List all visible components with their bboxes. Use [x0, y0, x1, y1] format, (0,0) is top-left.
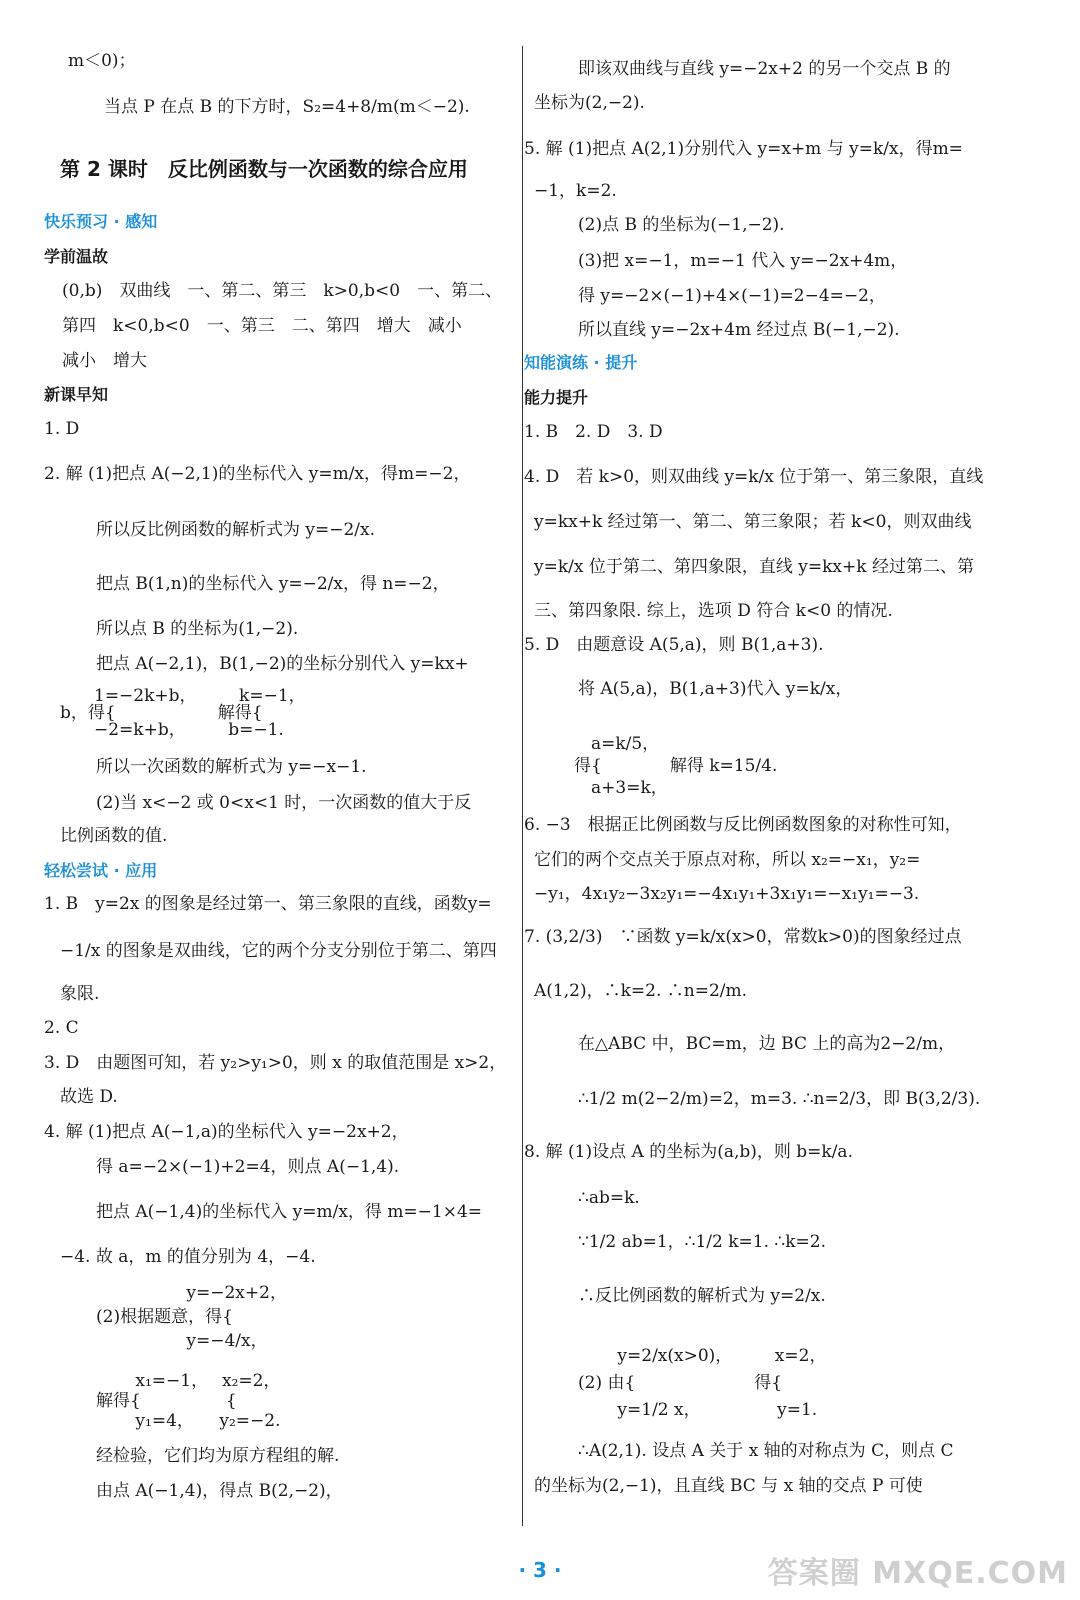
text-line: 当点 P 在点 B 的下方时，S₂=4+8/m(m＜−2). [104, 97, 470, 117]
text-line: 4. 解 (1)把点 A(−1,a)的坐标代入 y=−2x+2， [44, 1122, 409, 1142]
text-line: 它们的两个交点关于原点对称，所以 x₂=−x₁，y₂= [534, 850, 921, 870]
text-line: 由点 A(−1,4)，得点 B(2,−2)， [96, 1481, 343, 1501]
text-line: 所以点 B 的坐标为(1,−2). [96, 619, 299, 639]
text-line: 1=−2k+b， k=−1， [60, 686, 306, 706]
text-line: 1. D [44, 419, 80, 439]
subsection-heading: 学前温故 [44, 247, 109, 266]
text-line: y₁=4， y₂=−2. [96, 1411, 281, 1431]
text-line: y=2/x(x>0)， x=2， [578, 1346, 827, 1366]
text-line: 2. C [44, 1018, 79, 1038]
text-line: 1. B 2. D 3. D [524, 422, 663, 442]
text-line: (2) 由{ 得{ [578, 1373, 783, 1393]
text-line: (2)点 B 的坐标为(−1,−2). [578, 215, 785, 235]
text-line: 2. 解 (1)把点 A(−2,1)的坐标代入 y=m/x，得m=−2， [44, 464, 471, 484]
text-line: 7. (3,2/3) ∵函数 y=k/x(x>0，常数k>0)的图象经过点 [524, 927, 962, 947]
text-line: 将 A(5,a)，B(1,a+3)代入 y=k/x， [578, 679, 853, 699]
text-line: (2)根据题意，得{ [96, 1307, 233, 1327]
text-line: 故选 D. [60, 1087, 118, 1107]
page-number: · 3 · [518, 1558, 562, 1582]
text-line: 得 a=−2×(−1)+2=4，则点 A(−1,4). [96, 1157, 400, 1177]
text-line: 比例函数的值. [60, 826, 168, 846]
text-line: −2=k+b， b=−1. [60, 720, 284, 740]
section-heading: 知能演练 · 提升 [524, 353, 638, 372]
text-line: −y₁，4x₁y₂−3x₂y₁=−4x₁y₁+3x₁y₁=−x₁y₁=−3. [534, 884, 920, 904]
text-line: 得 y=−2×(−1)+4×(−1)=2−4=−2， [578, 286, 886, 306]
text-line: A(1,2)，∴k=2. ∴n=2/m. [534, 981, 748, 1001]
text-line: ∵1/2 ab=1，∴1/2 k=1. ∴k=2. [578, 1232, 826, 1252]
text-line: 3. D 由题图可知，若 y₂>y₁>0，则 x 的取值范围是 x>2， [44, 1053, 507, 1073]
text-line: 把点 A(−2,1)，B(1,−2)的坐标分别代入 y=kx+ [96, 654, 469, 674]
text-line: 5. 解 (1)把点 A(2,1)分别代入 y=x+m 与 y=k/x，得m= [524, 139, 963, 159]
text-line: 坐标为(2,−2). [534, 93, 645, 113]
text-line: ∴反比例函数的解析式为 y=2/x. [578, 1286, 826, 1306]
subsection-heading: 新课早知 [44, 385, 109, 404]
text-line: ∴A(2,1). 设点 A 关于 x 轴的对称点为 C，则点 C [578, 1441, 954, 1461]
text-line: b，得{ 解得{ [60, 703, 263, 723]
text-line: (3)把 x=−1，m=−1 代入 y=−2x+4m， [578, 251, 908, 271]
lesson-title: 第 2 课时 反比例函数与一次函数的综合应用 [60, 157, 468, 181]
text-line: 所以反比例函数的解析式为 y=−2/x. [96, 520, 376, 540]
subsection-heading: 能力提升 [524, 388, 589, 407]
text-line: 5. D 由题意设 A(5,a)，则 B(1,a+3). [524, 635, 824, 655]
text-line: ∴1/2 m(2−2/m)=2，m=3. ∴n=2/3，即 B(3,2/3). [578, 1089, 981, 1109]
text-line: 的坐标为(2,−1)，且直线 BC 与 x 轴的交点 P 可使 [534, 1476, 923, 1496]
watermark-logo: 答案圈 MXQE.COM [767, 1556, 1068, 1591]
text-line: −1/x 的图象是双曲线，它的两个分支分别位于第二、第四 [60, 941, 497, 961]
text-line: 第四 k<0,b<0 一、第三 二、第四 增大 减小 [62, 316, 462, 336]
text-line: 解得{ { [96, 1391, 237, 1411]
text-line: 把点 A(−1,4)的坐标代入 y=m/x，得 m=−1×4= [96, 1202, 483, 1222]
text-line: 象限. [60, 984, 100, 1004]
section-heading: 快乐预习 · 感知 [44, 212, 158, 231]
text-line: x₁=−1， x₂=2， [96, 1371, 281, 1391]
text-line: m＜0)； [68, 51, 136, 71]
text-line: 即该双曲线与直线 y=−2x+2 的另一个交点 B 的 [578, 59, 951, 79]
text-line: 8. 解 (1)设点 A 的坐标为(a,b)，则 b=k/a. [524, 1142, 853, 1162]
text-line: −1，k=2. [534, 181, 617, 201]
text-line: y=kx+k 经过第一、第二、第三象限；若 k<0，则双曲线 [534, 512, 972, 532]
text-line: 所以直线 y=−2x+4m 经过点 B(−1,−2). [578, 320, 900, 340]
text-line: 4. D 若 k>0，则双曲线 y=k/x 位于第一、第三象限，直线 [524, 467, 984, 487]
text-line: ∴ab=k. [578, 1188, 640, 1208]
column-divider [522, 46, 523, 1526]
text-line: 所以一次函数的解析式为 y=−x−1. [96, 757, 367, 777]
text-line: (2)当 x<−2 或 0<x<1 时，一次函数的值大于反 [96, 793, 472, 813]
text-line: y=k/x 位于第二、第四象限，直线 y=kx+k 经过第二、第 [534, 557, 974, 577]
text-line: 经检验，它们均为原方程组的解. [96, 1446, 340, 1466]
text-line: 把点 B(1,n)的坐标代入 y=−2/x，得 n=−2， [96, 574, 450, 594]
text-line: 在△ABC 中，BC=m，边 BC 上的高为2−2/m， [578, 1034, 956, 1054]
text-line: 6. −3 根据正比例函数与反比例函数图象的对称性可知， [524, 815, 962, 835]
text-line: y=1/2 x， y=1. [578, 1400, 818, 1420]
text-line: 得{ 解得 k=15/4. [574, 756, 778, 776]
section-heading: 轻松尝试 · 应用 [44, 861, 158, 880]
text-line: −4. 故 a，m 的值分别为 4，−4. [60, 1247, 316, 1267]
text-line: y=−4/x， [96, 1331, 268, 1351]
text-line: 减小 增大 [62, 351, 147, 371]
text-line: a+3=k， [574, 778, 668, 798]
text-line: y=−2x+2， [96, 1283, 287, 1303]
text-line: 三、第四象限. 综上，选项 D 符合 k<0 的情况. [534, 601, 893, 621]
text-line: a=k/5， [574, 734, 660, 754]
text-line: 1. B y=2x 的图象是经过第一、第三象限的直线，函数y= [44, 894, 492, 914]
text-line: (0,b) 双曲线 一、第二、第三 k>0,b<0 一、第二、 [62, 281, 503, 301]
